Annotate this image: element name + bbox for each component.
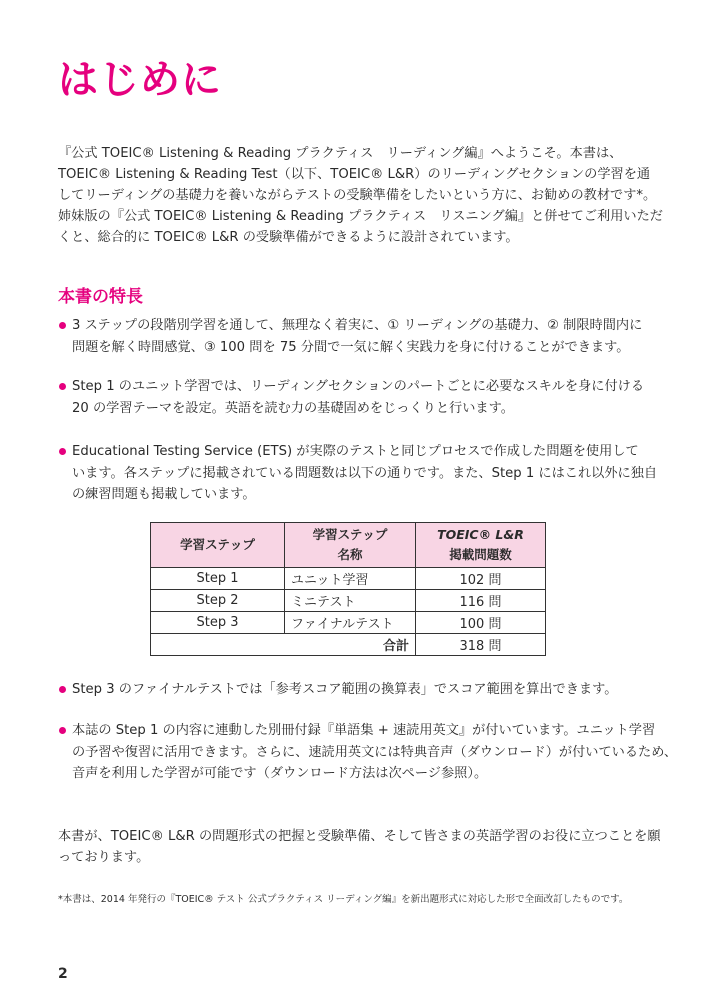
bullet-line: Step 1 のユニット学習では、リーディングセクションのパートごとに必要なスキルを身に付ける (72, 379, 645, 394)
bullet-line: の予習や復習に活用できます。さらに、速読用英文には特典音声（ダウンロード）が付いているため、 (72, 744, 678, 760)
bullet-line: います。各ステップに掲載されている問題数は以下の通りです。また、Step 1 にはこれ以外に独自 (72, 465, 658, 481)
table-row (151, 612, 546, 634)
bullet-line: 20 の学習テーマを設定。英語を読む力の基礎固めをじっくりと行います。 (72, 400, 514, 416)
header-text: 学習ステップ (180, 537, 255, 552)
bullet-dot-icon (59, 322, 66, 329)
header-text: 学習ステップ (312, 527, 388, 542)
bullet-line: 音声を利用した学習が可能です（ダウンロード方法は次ページ参照）。 (72, 766, 488, 781)
cell-name: ユニット学習 (285, 568, 416, 590)
header-name (285, 523, 416, 568)
cell-name: ファイナルテスト (285, 612, 416, 634)
closing-paragraph (58, 826, 661, 868)
bullet-dot-icon (59, 383, 66, 390)
header-text: 名称 (337, 547, 363, 562)
bullet-dot-icon (59, 727, 66, 734)
total-label: 合計 (151, 634, 416, 656)
page-number: 2 (58, 966, 68, 982)
table-row (151, 590, 546, 612)
intro-line: TOEIC® Listening & Reading Test（以下、TOEIC® L&R）のリーディングセクションの学習を通 (58, 167, 651, 182)
table-row (151, 568, 546, 590)
table-header-row (151, 523, 546, 568)
intro-paragraph (58, 143, 663, 248)
cell-step: Step 2 (151, 590, 285, 612)
header-text: TOEIC® L&R (437, 527, 524, 542)
footnote: *本書は、2014 年発行の『TOEIC® テスト 公式プラクティス リーディング編』を新出題形式に対応した形で全面改訂したものです。 (58, 894, 629, 905)
feature-bullet (58, 720, 677, 785)
cell-step: Step 3 (151, 612, 285, 634)
table-total-row (151, 634, 546, 656)
header-step (151, 523, 285, 568)
page-title: はじめに (58, 57, 222, 103)
cell-name: ミニテスト (285, 590, 416, 612)
bullet-line: Educational Testing Service (ETS) が実際のテストと同じプロセスで作成した問題を使用して (72, 444, 639, 459)
closing-line: 本書が、TOEIC® L&R の問題形式の把握と受験準備、そして皆さまの英語学習のお役に立つことを願 (58, 829, 661, 844)
bullet-dot-icon (59, 448, 66, 455)
feature-bullet (58, 315, 642, 358)
feature-bullet (58, 679, 617, 701)
intro-line: 『公式 TOEIC® Listening & Reading プラクティス リーディング編』へようこそ。本書は、 (58, 146, 623, 161)
cell-step: Step 1 (151, 568, 285, 590)
cell-count: 100 問 (416, 612, 546, 634)
question-count-table (150, 522, 546, 656)
bullet-line: 問題を解く時間感覚、③ 100 問を 75 分間で一気に解く実践力を身に付けることができます。 (72, 339, 630, 355)
bullet-dot-icon (59, 686, 66, 693)
intro-line: してリーディングの基礎力を養いながらテストの受験準備をしたいという方に、お勧めの教材です*。 (58, 188, 657, 203)
feature-bullet (58, 441, 657, 506)
bullet-line: 本誌の Step 1 の内容に連動した別冊付録『単語集 + 速読用英文』が付いています。ユニット学習 (72, 723, 656, 738)
bullet-line: 3 ステップの段階別学習を通して、無理なく着実に、① リーディングの基礎力、② 制限時間内に (72, 318, 643, 333)
intro-line: 姉妹版の『公式 TOEIC® Listening & Reading プラクティス リスニング編』と併せてご利用いただ (58, 209, 663, 224)
intro-line: くと、総合的に TOEIC® L&R の受験準備ができるように設計されています。 (58, 230, 519, 245)
feature-bullet (58, 376, 644, 419)
section-heading: 本書の特長 (58, 287, 143, 307)
cell-count: 116 問 (416, 590, 546, 612)
bullet-line: Step 3 のファイナルテストでは「参考スコア範囲の換算表」でスコア範囲を算出できます。 (72, 682, 618, 697)
cell-count: 102 問 (416, 568, 546, 590)
header-count (416, 523, 546, 568)
total-value: 318 問 (416, 634, 546, 656)
bullet-line: の練習問題も掲載しています。 (72, 487, 256, 502)
header-text: 掲載問題数 (449, 547, 512, 562)
closing-line: っております。 (58, 850, 150, 865)
